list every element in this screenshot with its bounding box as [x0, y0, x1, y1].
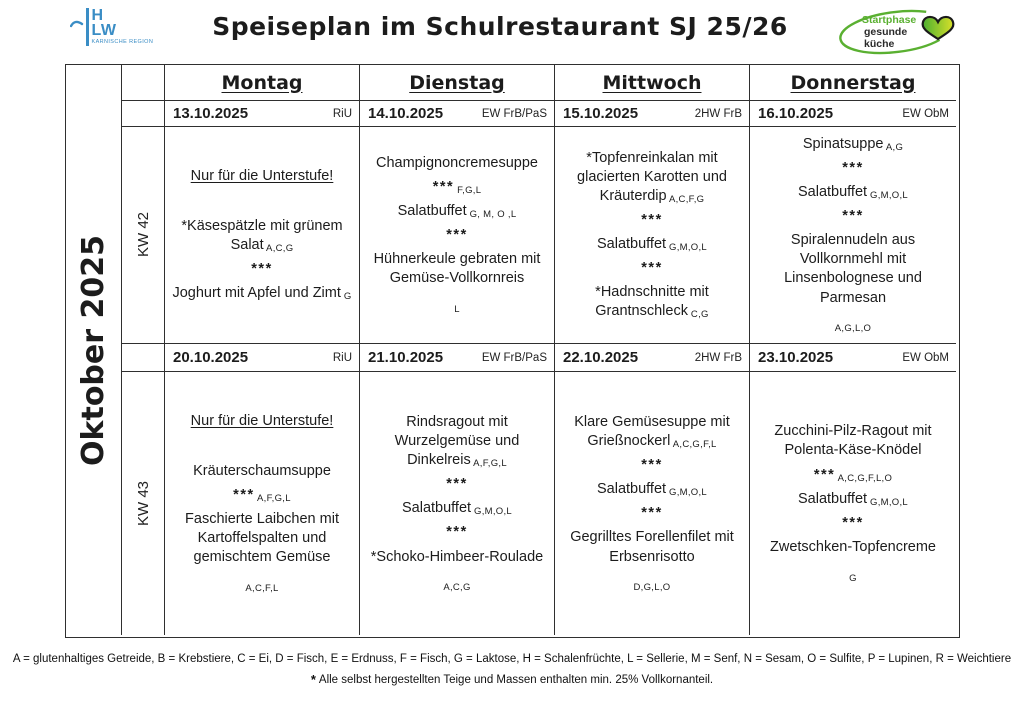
service-code: RiU — [332, 351, 352, 364]
menu-line — [402, 499, 512, 518]
allergen-codes: F,G,L — [454, 184, 482, 196]
date-label: 13.10.2025 — [173, 105, 249, 122]
kw-date-spacer-2 — [122, 344, 165, 372]
service-code: 2HW FrB — [694, 351, 742, 364]
course-separator — [641, 456, 662, 475]
menu-item-text: Zucchini-Pilz-Ragout mit Polenta-Käse-Knödel — [774, 423, 932, 459]
allergen-codes: G — [849, 572, 857, 584]
menu-line — [634, 575, 671, 594]
menu-cell-kw42-dienstag — [360, 127, 555, 344]
service-code: 2HW FrB — [694, 107, 742, 120]
allergen-codes: G,M,O,L — [867, 496, 908, 508]
menu-line — [443, 575, 470, 594]
menu-item-text: Salatbuffet — [596, 236, 667, 252]
note-text: Alle selbst hergestellten Teige und Massen enthalten min. 25% Vollkornanteil. — [318, 674, 714, 686]
course-separator — [233, 486, 291, 505]
service-code: EW FrB/PaS — [481, 351, 547, 364]
week-cell-kw43 — [122, 372, 165, 635]
date-label: 16.10.2025 — [758, 105, 834, 122]
separator-stars: *** — [251, 261, 273, 278]
menu-line — [753, 231, 953, 308]
menu-item-text: Kräuterschaumsuppe — [193, 462, 331, 479]
menu-line — [191, 412, 334, 431]
separator-stars: *** — [641, 457, 663, 473]
menu-line — [753, 422, 953, 460]
course-separator — [842, 514, 863, 533]
menu-cell-kw42-mittwoch — [555, 127, 750, 344]
week-label: KW 42 — [134, 212, 152, 258]
date-label: 23.10.2025 — [758, 349, 834, 366]
menu-item-text: Nur für die Unterstufe! — [190, 412, 334, 429]
allergen-codes: A,C,G — [263, 242, 294, 254]
menu-line — [835, 316, 871, 335]
allergen-codes: G, M, O ,L — [466, 209, 517, 221]
menu-item-text: Salatbuffet — [797, 490, 868, 507]
heart-icon — [923, 17, 954, 39]
day-header-mittwoch: Mittwoch — [555, 65, 750, 101]
separator-stars: *** — [842, 514, 864, 531]
svg-text:küche: küche — [864, 38, 895, 50]
menu-line — [193, 462, 331, 481]
date-label: 14.10.2025 — [368, 105, 444, 122]
menu-cell-kw43-montag — [165, 372, 360, 635]
svg-text:gesunde: gesunde — [864, 26, 908, 38]
page-title: Speiseplan im Schulrestaurant SJ 25/26 — [212, 12, 788, 41]
allergen-codes: D,G,L,O — [633, 582, 671, 594]
date-cell-kw43-mittwoch — [555, 344, 750, 372]
course-separator — [814, 466, 892, 485]
menu-line — [376, 154, 538, 173]
service-code: EW FrB/PaS — [481, 107, 547, 120]
allergen-codes: G — [340, 291, 352, 303]
date-cell-kw43-montag — [165, 344, 360, 372]
course-separator — [842, 159, 863, 178]
menu-item-text: Salatbuffet — [797, 183, 868, 200]
menu-item-text: *Hadnschnitte mit Grantnschleck — [595, 284, 709, 320]
allergen-codes: A,C,F,G — [666, 193, 705, 205]
meal-plan-table — [65, 64, 960, 638]
separator-stars: *** — [842, 159, 864, 176]
menu-line — [168, 510, 356, 567]
menu-line — [558, 413, 746, 451]
menu-line — [558, 149, 746, 206]
allergen-legend: A = glutenhaltiges Getreide, B = Krebstiere, C = Ei, D = Fisch, E = Erdnuss, F = Fisch, G = Laktose, H = Schalenfrüchte, L = Sellerie, M = Senf, N = Sesam, O = Sulfite, P = Lupinen, R = Weichtiere — [12, 653, 1012, 665]
menu-line — [558, 528, 746, 566]
separator-stars: *** — [641, 505, 663, 522]
allergen-codes: A,G — [883, 141, 904, 153]
allergen-codes: G,M,O,L — [867, 189, 908, 201]
separator-stars: *** — [432, 178, 455, 195]
note-asterisk: * — [310, 672, 316, 687]
menu-cell-kw43-donnerstag — [750, 372, 956, 635]
allergen-codes: A,F,G,L — [470, 458, 507, 469]
menu-item-text: *Schoko-Himbeer-Roulade — [370, 548, 544, 565]
allergen-codes: G,M,O,L — [666, 487, 707, 499]
service-code: EW ObM — [902, 351, 949, 364]
date-cell-kw43-dienstag — [360, 344, 555, 372]
date-cell-kw42-donnerstag — [750, 101, 956, 127]
hlw-logo-line2: LW — [91, 22, 117, 40]
date-label: 21.10.2025 — [368, 349, 444, 366]
separator-stars: *** — [446, 476, 468, 493]
menu-item-text: Klare Gemüsesuppe mit Grießnockerl — [574, 413, 730, 449]
allergen-codes: L — [454, 304, 460, 316]
menu-line — [191, 167, 334, 186]
menu-line — [168, 217, 356, 255]
menu-item-text: Champignoncremesuppe — [375, 154, 538, 171]
allergen-codes: A,C,G — [443, 582, 471, 594]
menu-cell-kw42-donnerstag — [750, 127, 956, 344]
month-label: Oktober 2025 — [76, 234, 111, 466]
menu-item-text: Salatbuffet — [397, 203, 467, 220]
startphase-gesunde-kueche-logo — [834, 6, 966, 61]
separator-stars: *** — [641, 260, 663, 277]
hlw-logo-subtitle: KARNISCHE REGION — [91, 39, 154, 46]
separator-stars: *** — [446, 227, 468, 244]
course-separator — [641, 504, 662, 523]
allergen-codes: G,M,O,L — [471, 506, 512, 518]
hlw-logo-line1: H — [91, 7, 104, 24]
service-code: EW ObM — [902, 107, 949, 120]
menu-item-text: *Topfenreinkalan mit glacierten Karotten und Kräuterdip — [577, 149, 727, 204]
course-separator — [446, 523, 467, 542]
menu-item-text: Hühnerkeule gebraten mit Gemüse-Vollkornreis — [373, 251, 541, 287]
course-separator — [641, 211, 662, 230]
separator-stars: *** — [813, 466, 836, 483]
hlw-swoosh-icon — [70, 16, 84, 30]
allergen-codes: A,G,L,O — [834, 323, 872, 335]
menu-line — [363, 413, 551, 470]
menu-cell-kw42-montag — [165, 127, 360, 344]
date-label: 22.10.2025 — [563, 349, 639, 366]
menu-item-text: Salatbuffet — [401, 500, 472, 517]
allergen-codes: G,M,O,L — [666, 242, 707, 253]
allergen-codes: A,C,G,F,L — [670, 438, 717, 450]
menu-cell-kw43-mittwoch — [555, 372, 750, 635]
menu-line — [798, 490, 908, 509]
menu-line — [597, 480, 707, 499]
week-label: KW 43 — [134, 480, 152, 526]
date-cell-kw42-mittwoch — [555, 101, 750, 127]
menu-item-text: Rindsragout mit Wurzelgemüse und Dinkelreis — [394, 413, 520, 468]
menu-item-text: Gegrilltes Forellenfilet mit Erbsenrisotto — [570, 529, 734, 565]
course-separator — [251, 260, 272, 279]
date-cell-kw42-montag — [165, 101, 360, 127]
separator-stars: *** — [233, 487, 255, 504]
svg-text:Startphase: Startphase — [862, 14, 917, 26]
separator-stars: *** — [446, 524, 468, 541]
allergen-codes: A,C,F,L — [245, 583, 279, 595]
service-code: RiU — [332, 107, 352, 120]
menu-line — [803, 135, 903, 154]
kw-header-spacer — [122, 65, 165, 101]
menu-item-text: Spiralennudeln aus Vollkornmehl mit Linsenbolognese und Parmesan — [784, 232, 922, 306]
menu-line — [371, 548, 543, 567]
menu-line — [172, 284, 351, 303]
date-cell-kw42-dienstag — [360, 101, 555, 127]
separator-stars: *** — [641, 211, 663, 228]
menu-item-text: Faschierte Laibchen mit Kartoffelspalten und gemischtem Gemüse — [185, 511, 339, 566]
course-separator — [433, 178, 482, 197]
allergen-codes: C,G — [687, 309, 709, 321]
menu-item-text: Joghurt mit Apfel und Zimt — [172, 285, 341, 302]
date-label: 15.10.2025 — [563, 105, 639, 122]
menu-line — [245, 576, 278, 595]
menu-item-text: Nur für die Unterstufe! — [190, 167, 334, 184]
day-header-montag: Montag — [165, 65, 360, 101]
menu-item-text: *Käsespätzle mit grünem Salat — [181, 217, 343, 253]
menu-line — [363, 250, 551, 288]
week-cell-kw42 — [122, 127, 165, 344]
month-cell — [66, 65, 122, 635]
wholegrain-note — [0, 671, 1024, 686]
allergen-codes: A,F,G,L — [254, 493, 291, 505]
day-header-dienstag: Dienstag — [360, 65, 555, 101]
separator-stars: *** — [842, 208, 864, 225]
course-separator — [446, 226, 467, 245]
course-separator — [641, 259, 662, 278]
menu-line — [398, 202, 517, 221]
course-separator — [446, 475, 467, 494]
menu-item-text: Salatbuffet — [596, 481, 667, 498]
day-header-donnerstag: Donnerstag — [750, 65, 956, 101]
menu-line — [454, 297, 460, 316]
date-label: 20.10.2025 — [173, 349, 249, 366]
menu-line — [558, 283, 746, 321]
menu-line — [770, 538, 936, 557]
menu-cell-kw43-dienstag — [360, 372, 555, 635]
menu-item-text: Spinatsuppe — [802, 135, 884, 152]
kw-date-spacer — [122, 101, 165, 127]
date-cell-kw43-donnerstag — [750, 344, 956, 372]
menu-line — [597, 235, 707, 254]
menu-item-text: Zwetschken-Topfencreme — [769, 538, 936, 555]
menu-line — [798, 183, 908, 202]
menu-line — [849, 566, 857, 585]
course-separator — [842, 207, 863, 226]
hlw-logo-bar — [86, 8, 89, 46]
allergen-codes: A,C,G,F,L,O — [835, 472, 893, 484]
